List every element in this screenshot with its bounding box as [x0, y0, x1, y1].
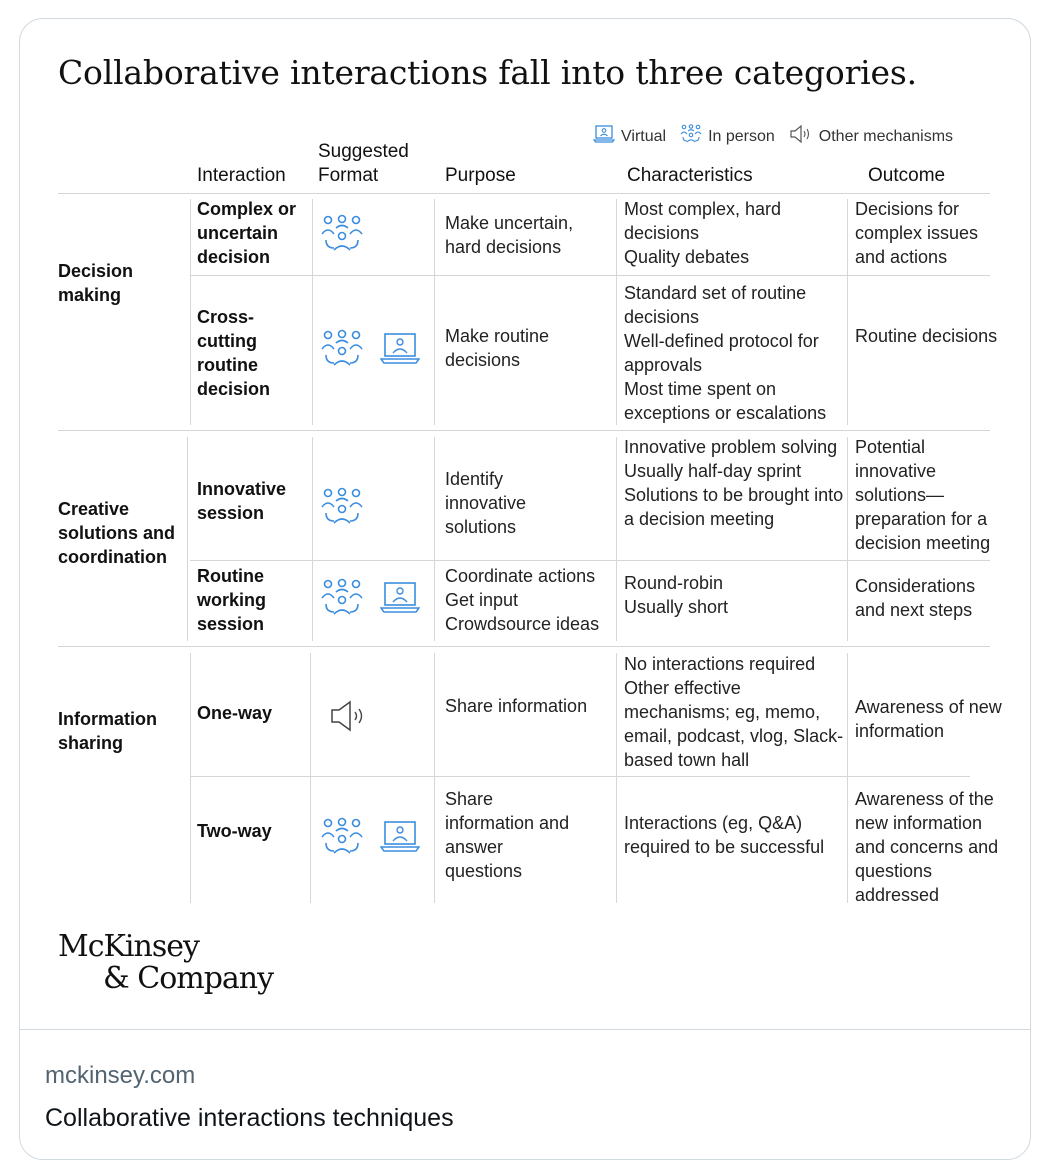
row-3-purpose: Identify innovative solutions — [445, 469, 527, 537]
legend-other-label: Other mechanisms — [818, 127, 954, 145]
header-purpose: Purpose — [445, 165, 516, 186]
row-4-interaction: Routine working session — [197, 566, 267, 634]
column-divider — [190, 199, 191, 425]
column-divider — [434, 199, 435, 425]
row-2-format — [320, 329, 420, 374]
people-group-icon — [320, 329, 364, 374]
mckinsey-logo — [58, 931, 273, 995]
category-decision-making: Decision making — [58, 261, 134, 305]
row-6-interaction: Two-way — [197, 821, 272, 841]
column-divider — [312, 437, 313, 641]
column-divider — [616, 653, 617, 903]
column-divider — [312, 199, 313, 425]
laptop-icon — [380, 820, 420, 859]
row-3-characteristics: Innovative problem solving Usually half-day sprint Solutions to be brought into a decision meeting — [624, 437, 844, 529]
row-divider — [190, 776, 970, 777]
row-5-outcome: Awareness of new information — [855, 697, 1002, 741]
column-divider — [616, 199, 617, 425]
laptop-icon — [380, 581, 420, 620]
header-characteristics: Characteristics — [627, 165, 753, 186]
row-5-format — [330, 699, 370, 738]
row-4-characteristics: Round-robin Usually short — [624, 573, 729, 617]
group-divider — [58, 646, 990, 647]
row-4-outcome: Considerations and next steps — [855, 576, 976, 620]
logo-line-1: McKinsey — [58, 929, 199, 964]
row-6-purpose: Share information and answer questions — [445, 789, 570, 881]
row-1-purpose: Make uncertain, hard decisions — [445, 213, 574, 257]
laptop-icon — [593, 124, 615, 149]
link-title[interactable]: Collaborative interactions techniques — [45, 1104, 454, 1132]
header-interaction: Interaction — [197, 165, 286, 186]
logo-line-2: & Company — [103, 961, 274, 996]
format-legend — [593, 124, 961, 149]
row-4-format — [320, 578, 420, 623]
legend-in-person-label: In person — [708, 127, 775, 145]
row-1-outcome: Decisions for complex issues and actions — [855, 199, 979, 267]
column-divider — [847, 199, 848, 425]
speaker-icon — [330, 699, 370, 738]
row-6-outcome: Awareness of the new information and concerns and questions addressed — [855, 789, 999, 905]
row-3-format — [320, 487, 364, 532]
row-divider — [190, 560, 990, 561]
speaker-icon — [789, 124, 813, 149]
header-outcome: Outcome — [868, 165, 946, 186]
laptop-icon — [380, 332, 420, 371]
row-6-format — [320, 817, 420, 862]
column-divider — [190, 653, 191, 903]
link-domain: mckinsey.com — [45, 1062, 196, 1089]
card-footer[interactable] — [20, 1029, 1030, 1160]
category-creative-solutions: Creative solutions and coordination — [58, 499, 175, 567]
group-divider — [58, 430, 990, 431]
row-2-purpose: Make routine decisions — [445, 326, 550, 370]
people-group-icon — [320, 817, 364, 862]
row-2-interaction: Cross-cutting routine decision — [197, 307, 271, 399]
legend-other — [789, 124, 953, 149]
category-information-sharing: Information sharing — [58, 709, 157, 753]
column-divider — [434, 653, 435, 903]
row-5-purpose: Share information — [445, 696, 588, 716]
row-divider — [190, 275, 990, 276]
people-group-icon — [680, 124, 702, 149]
legend-in-person — [680, 124, 775, 149]
people-group-icon — [320, 487, 364, 532]
row-1-characteristics: Most complex, hard decisions Quality debates — [624, 199, 782, 267]
row-3-outcome: Potential innovative solutions—preparation for a decision meeting — [855, 437, 991, 553]
legend-virtual — [593, 124, 666, 149]
column-divider — [310, 653, 311, 903]
legend-virtual-label: Virtual — [621, 127, 667, 145]
row-2-outcome: Routine decisions — [855, 326, 998, 346]
people-group-icon — [320, 578, 364, 623]
row-6-characteristics: Interactions (eg, Q&A) required to be successful — [624, 813, 825, 857]
column-divider — [847, 653, 848, 903]
people-group-icon — [320, 214, 364, 259]
header-format-line2: Format — [318, 165, 379, 186]
row-1-interaction: Complex or uncertain decision — [197, 199, 297, 267]
row-5-characteristics: No interactions required Other effective mechanisms; eg, memo, email, podcast, vlog, Slack-based town hall — [624, 654, 844, 770]
page-title: Collaborative interactions fall into three categories. — [58, 53, 917, 92]
link-preview-card[interactable] — [19, 18, 1031, 1160]
column-divider — [434, 437, 435, 641]
row-4-purpose: Coordinate actions Get input Crowdsource ideas — [445, 566, 600, 634]
header-format-line1: Suggested — [318, 141, 409, 162]
row-1-format — [320, 214, 364, 259]
row-2-characteristics: Standard set of routine decisions Well-defined protocol for approvals Most time spent on exceptions or escalations — [624, 283, 827, 423]
row-5-interaction: One-way — [197, 703, 273, 723]
header-rule — [58, 193, 990, 194]
row-3-interaction: Innovative session — [197, 479, 287, 523]
